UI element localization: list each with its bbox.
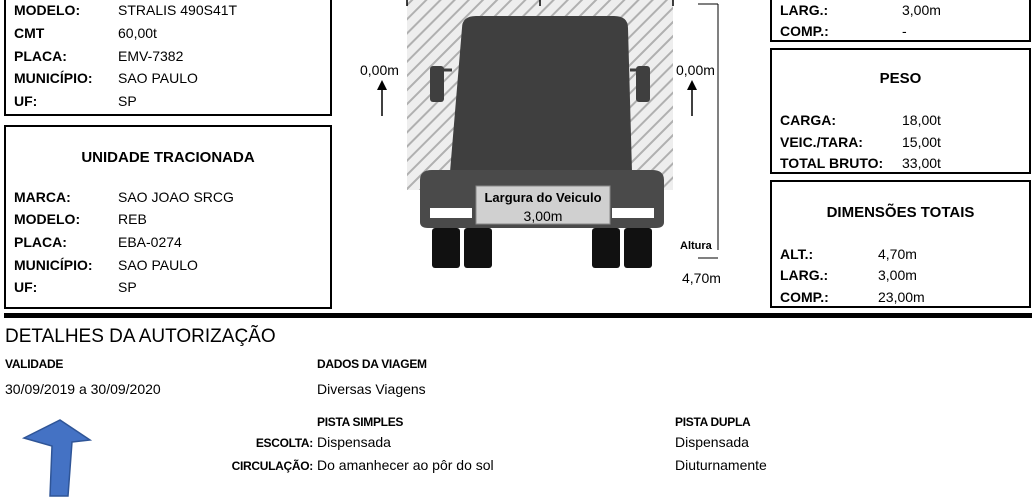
truck-cab [450, 16, 632, 172]
weight-box: PESO CARGA: 18,00t VEIC./TARA: 15,00t TOTAL BRUTO: 33,00t [770, 48, 1031, 174]
escort-label: ESCOLTA: [255, 436, 313, 450]
trip-data-value: Diversas Viagens [317, 381, 426, 397]
validity-label: VALIDADE [5, 357, 64, 371]
wheel-icon [464, 228, 492, 268]
double-lane-label: PISTA DUPLA [675, 415, 751, 429]
total-dimensions-box: DIMENSÕES TOTAIS ALT.: 4,70m LARG.: 3,00m COMP.: 23,00m [770, 180, 1031, 308]
vehicle-width-label: Largura do Veiculo [484, 190, 602, 205]
top-dimensions-box: LARG.: 3,00m COMP.: - [770, 0, 1031, 42]
wheel-icon [592, 228, 620, 268]
wheel-icon [624, 228, 652, 268]
towed-unit-title: UNIDADE TRACIONADA [81, 149, 255, 166]
single-lane-label: PISTA SIMPLES [317, 415, 404, 429]
blue-arrow-icon [10, 412, 100, 498]
escort-double-value: Dispensada [675, 434, 749, 450]
left-mirror-icon [430, 66, 444, 102]
weight-title: PESO [879, 70, 922, 87]
truck-front-diagram [340, 0, 760, 300]
height-label: Altura [680, 240, 712, 252]
trip-data-label: DADOS DA VIAGEM [317, 357, 427, 371]
section-divider [4, 313, 1032, 318]
vehicle-width-value: 3,00m [523, 208, 563, 224]
towed-unit-box: UNIDADE TRACIONADA MARCA: SAO JOAO SRCG MODELO: REB PLACA: EBA-0274 MUNICÍPIO: SAO PAULO UF: SP [4, 125, 332, 309]
left-up-arrow-icon [377, 80, 387, 90]
wheel-icon [432, 228, 460, 268]
height-value: 4,70m [682, 270, 721, 286]
circulation-label: CIRCULAÇÃO: [231, 459, 313, 473]
right-mirror-icon [636, 66, 650, 102]
total-dimensions-title: DIMENSÕES TOTAIS [826, 204, 975, 221]
left-offset-value: 0,00m [360, 62, 399, 78]
circulation-double-value: Diuturnamente [675, 457, 767, 473]
validity-value: 30/09/2019 a 30/09/2020 [5, 381, 161, 397]
details-heading: DETALHES DA AUTORIZAÇÃO [5, 326, 276, 347]
right-offset-value: 0,00m [676, 62, 715, 78]
vehicle-tractor-box: MODELO: STRALIS 490S41T CMT 60,00t PLACA: EMV-7382 MUNICÍPIO: SAO PAULO UF: SP [4, 0, 332, 116]
escort-single-value: Dispensada [317, 434, 391, 450]
circulation-single-value: Do amanhecer ao pôr do sol [317, 457, 494, 473]
right-up-arrow-icon [687, 80, 697, 90]
